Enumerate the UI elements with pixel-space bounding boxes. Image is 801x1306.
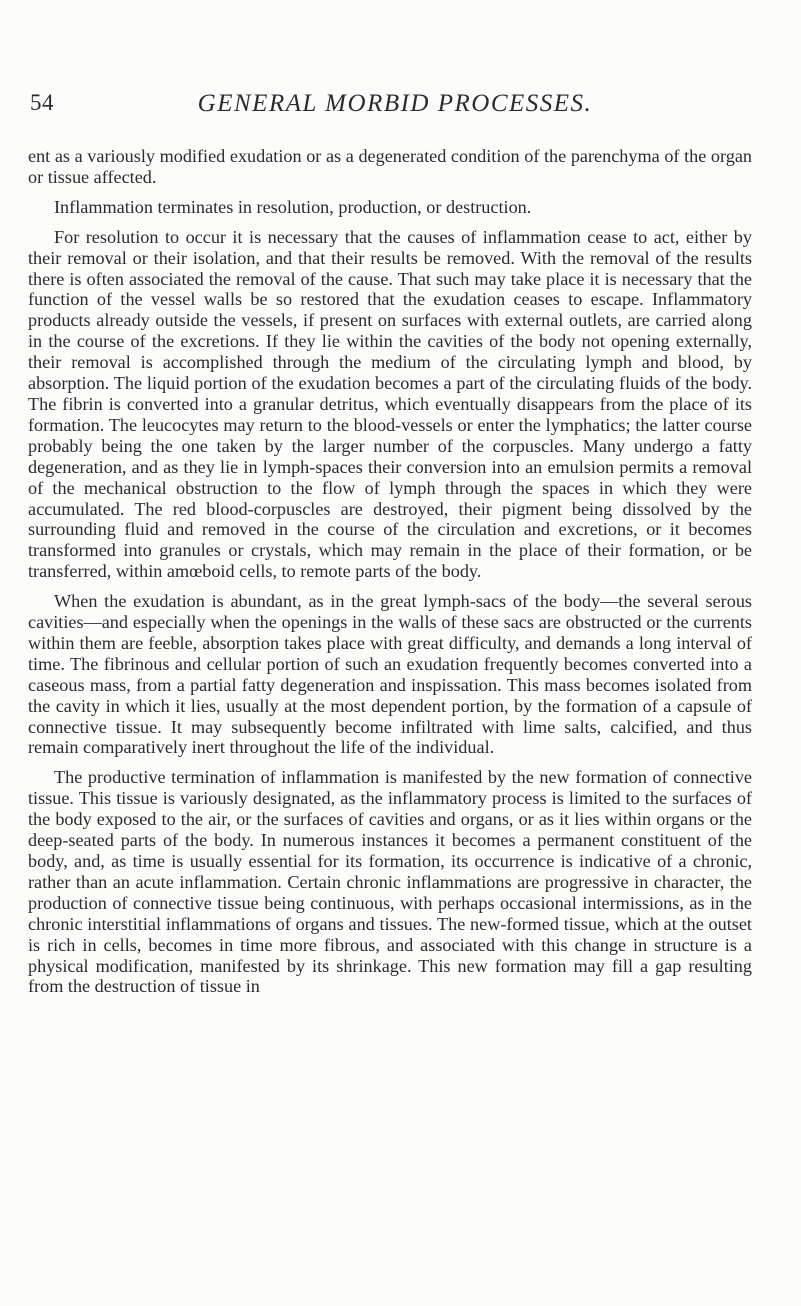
paragraph-productive-termination: The productive termination of inflammation is manifested by the new formation of connective tissue. This tissue is variously designated, as the inflammatory process is limited to the surfaces of the body exposed to the air, or the surfaces of cavities and organs, or as it lies within organs or the deep-seated parts of the body. In numerous instances it becomes a permanent constituent of the body, and, as time is usually essential for its formation, its occurrence is indicative of a chronic, rather than an acute inflammation. Certain chronic inflammations are progressive in character, the production of connective tissue being continuous, with perhaps occasional intermissions, as in the chronic interstitial inflammations of organs and tissues. The new-formed tissue, which at the outset is rich in cells, becomes in time more fibrous, and associated with this change in structure is a physical modification, manifested by its shrinkage. This new formation may fill a gap resulting from the destruction of tissue in (28, 767, 752, 997)
paragraph-continued: ent as a variously modified exudation or as a degenerated condition of the parenchyma of the organ or tissue affected. (28, 146, 752, 187)
paragraph-terminations: Inflammation terminates in resolution, production, or destruction. (54, 196, 532, 217)
running-title: GENERAL MORBID PROCESSES. (197, 90, 593, 117)
paragraph-abundant-exudation: When the exudation is abundant, as in the great lymph-sacs of the body—the several serous cavities—and especially when the openings in the walls of these sacs are obstructed or the currents within them are feeble, absorption takes place with great difficulty, and demands a long interval of time. The fibrinous and cellular portion of such an exudation frequently becomes converted into a caseous mass, from a partial fatty degeneration and inspissation. This mass becomes isolated from the cavity in which it lies, usually at the most dependent portion, by the formation of a capsule of connective tissue. It may subsequently become infiltrated with lime salts, calcified, and thus remain comparatively inert throughout the life of the individual. (28, 591, 752, 758)
running-head (30, 90, 760, 126)
body-text (28, 146, 752, 1006)
paragraph-resolution: For resolution to occur it is necessary that the causes of inflammation cease to act, either by their removal or their isolation, and that their results be removed. With the removal of the results there is often associated the removal of the cause. That such may take place it is necessary that the function of the vessel walls be so restored that the exudation ceases to escape. Inflammatory products already outside the vessels, if present on surfaces with external outlets, are carried along in the course of the excretions. If they lie within the cavities of the body not opening externally, their removal is accomplished through the medium of the circulating lymph and blood, by absorption. The liquid portion of the exudation becomes a part of the circulating fluids of the body. The fibrin is converted into a granular detritus, which eventually disappears from the place of its formation. The leucocytes may return to the blood-vessels or enter the lymphatics; the latter course probably being the one taken by the larger number of the corpuscles. Many undergo a fatty degeneration, and as they lie in lymph-spaces their conversion into an emulsion permits a removal of the mechanical obstruction to the flow of lymph through the spaces in which they were accumulated. The red blood-corpuscles are destroyed, their pigment being dissolved by the surrounding fluid and removed in the course of the circulation and excretions, or it becomes transformed into granules or crystals, which may remain in the place of their formation, or be transferred, within amœboid cells, to remote parts of the body. (28, 226, 752, 582)
page-number: 54 (30, 90, 54, 115)
